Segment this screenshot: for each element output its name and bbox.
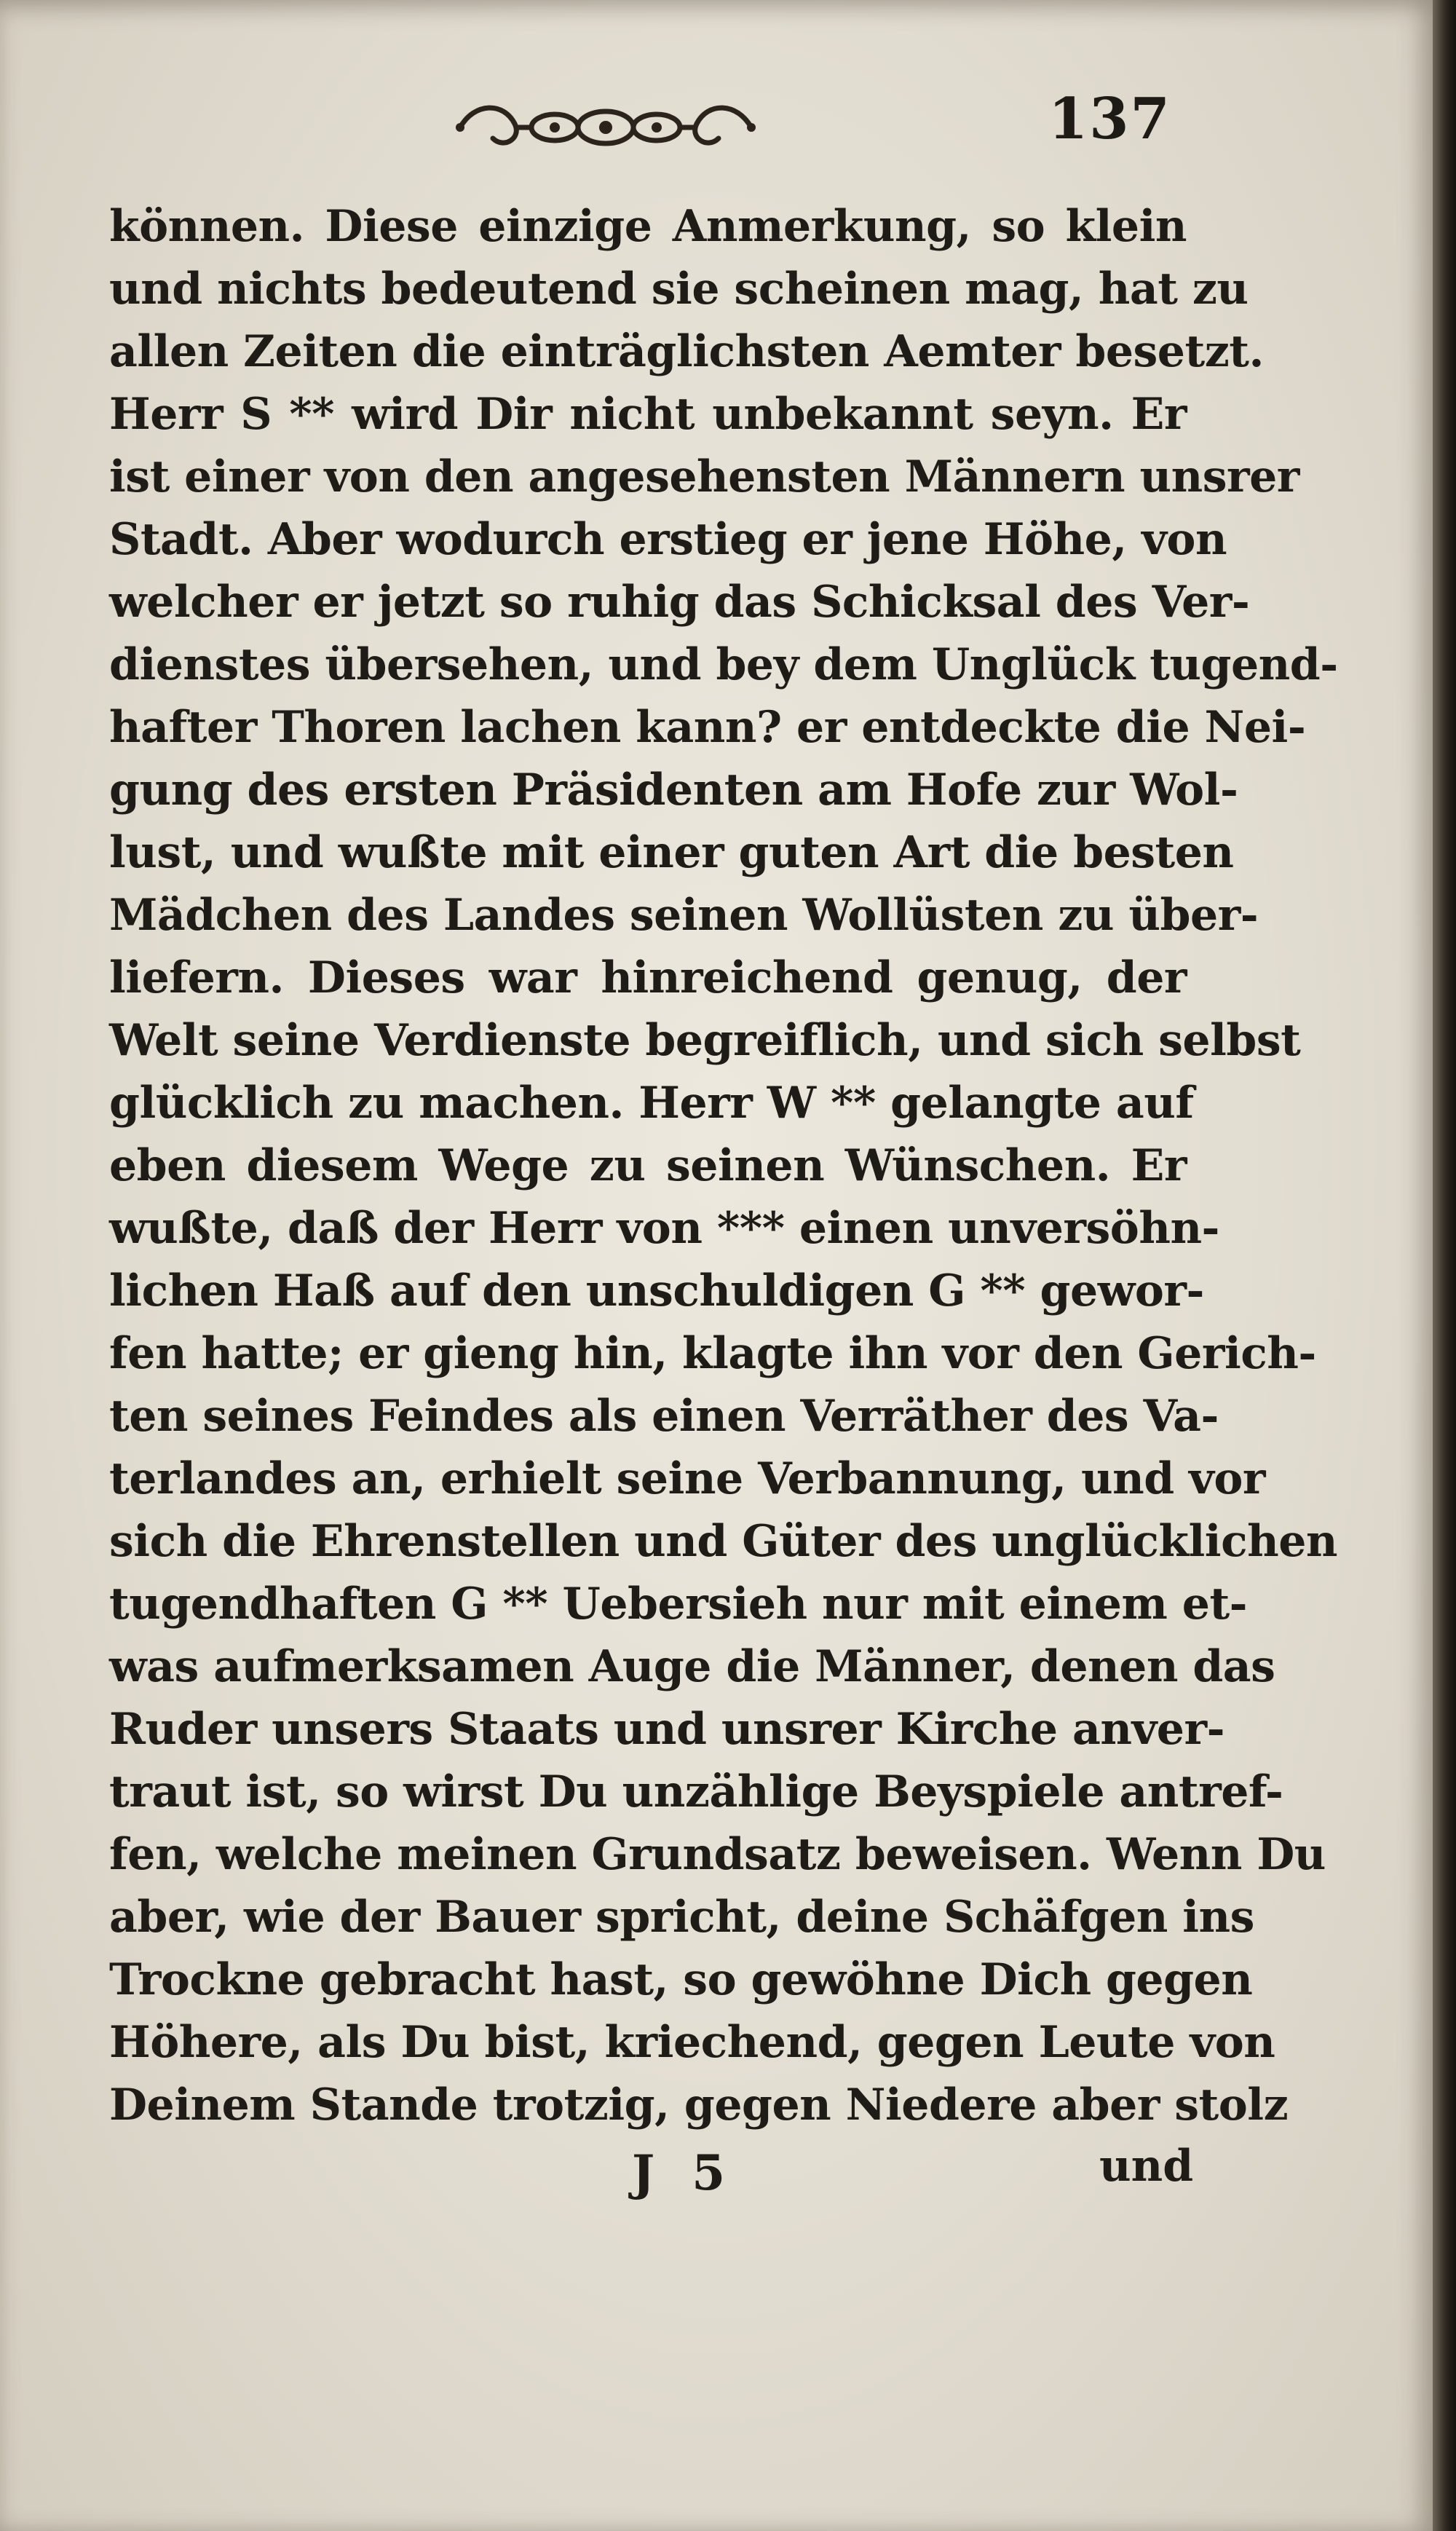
book-gutter: [1433, 0, 1456, 2531]
text-line: glücklich zu machen. Herr W ** gelangte auf: [109, 1078, 1194, 1129]
text-line: und nichts bedeutend sie scheinen mag, hat zu: [109, 264, 1249, 315]
text-line: aber, wie der Bauer spricht, deine Schäfgen ins: [109, 1892, 1254, 1943]
text-line: liefern. Dieses war hinreichend genug, der: [109, 952, 1187, 1003]
text-line: Mädchen des Landes seinen Wollüsten zu über-: [109, 890, 1259, 941]
text-line: tugendhaften G ** Uebersieh nur mit einem et-: [109, 1579, 1248, 1630]
body-text: [109, 195, 1338, 2136]
text-line: hafter Thoren lachen kann? er entdeckte die Nei-: [109, 702, 1306, 753]
text-line: traut ist, so wirst Du unzählige Beyspiele antref-: [109, 1766, 1283, 1817]
text-line: Trockne gebracht hast, so gewöhne Dich gegen: [109, 1954, 1253, 2005]
text-line: ist einer von den angesehensten Männern unsrer: [109, 451, 1299, 502]
text-line: lust, und wußte mit einer guten Art die besten: [109, 827, 1234, 878]
text-line: sich die Ehrenstellen und Güter des unglücklichen: [109, 1516, 1338, 1567]
page-number: 137: [1048, 86, 1171, 152]
catchword: und: [1099, 2141, 1194, 2192]
text-line: Deinem Stande trotzig, gegen Niedere aber stolz: [109, 2080, 1289, 2131]
text-line: wußte, daß der Herr von *** einen unversöhn-: [109, 1203, 1219, 1254]
text-line: dienstes übersehen, und bey dem Unglück tugend-: [109, 639, 1338, 690]
floral-headpiece-ornament: [446, 95, 766, 160]
text-line: Stadt. Aber wodurch erstieg er jene Höhe, von: [109, 514, 1227, 565]
text-line: Herr S ** wird Dir nicht unbekannt seyn. Er: [109, 389, 1187, 440]
text-line: können. Diese einzige Anmerkung, so klein: [109, 201, 1187, 252]
text-line: welcher er jetzt so ruhig das Schicksal des Ver-: [109, 577, 1250, 628]
text-line: Ruder unsers Staats und unsrer Kirche anver-: [109, 1704, 1224, 1755]
text-line: gung des ersten Präsidenten am Hofe zur Wol-: [109, 765, 1238, 816]
text-line: fen, welche meinen Grundsatz beweisen. Wenn Du: [109, 1829, 1326, 1880]
text-line: terlandes an, erhielt seine Verbannung, und vor: [109, 1453, 1266, 1504]
text-line: Höhere, als Du bist, kriechend, gegen Leute von: [109, 2017, 1275, 2068]
text-line: Welt seine Verdienste begreiflich, und sich selbst: [109, 1015, 1301, 1066]
text-line: allen Zeiten die einträglichsten Aemter besetzt.: [109, 326, 1264, 377]
text-line: eben diesem Wege zu seinen Wünschen. Er: [109, 1140, 1187, 1191]
text-line: was aufmerksamen Auge die Männer, denen das: [109, 1641, 1275, 1692]
text-line: ten seines Feindes als einen Verräther des Va-: [109, 1391, 1219, 1442]
signature-mark: J 5: [632, 2144, 736, 2201]
text-line: lichen Haß auf den unschuldigen G ** gewor-: [109, 1266, 1204, 1316]
text-line: fen hatte; er gieng hin, klagte ihn vor den Gerich-: [109, 1328, 1316, 1379]
